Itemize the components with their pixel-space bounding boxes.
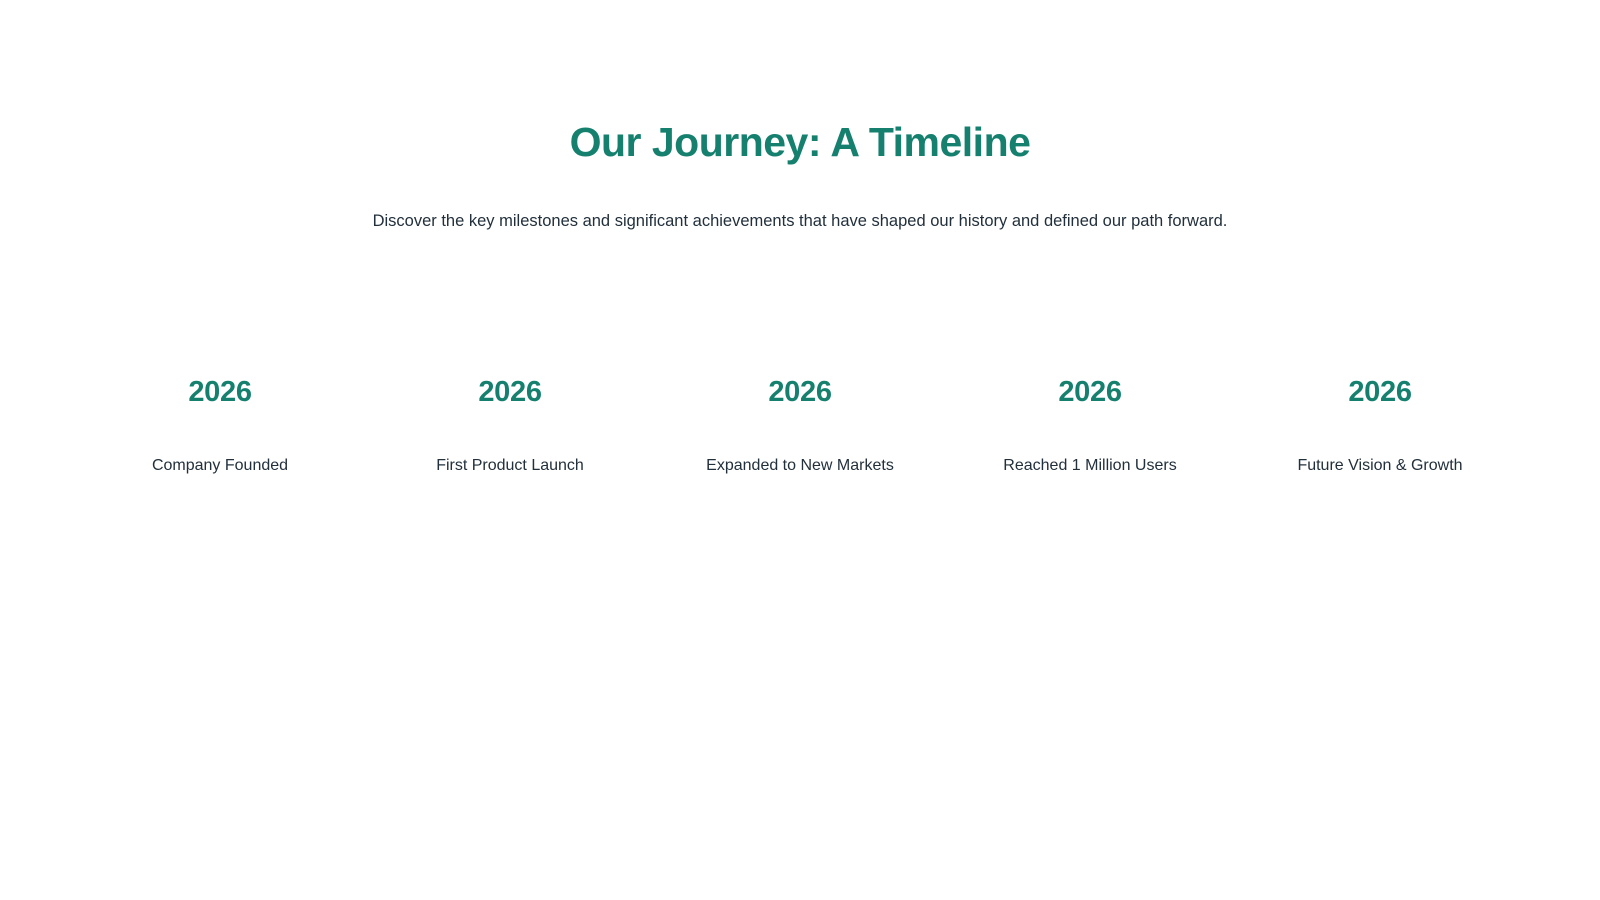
timeline-track: [0, 375, 1600, 477]
timeline-milestone: [1235, 375, 1525, 477]
milestone-year: 2026: [478, 376, 542, 408]
milestone-event: Expanded to New Markets: [706, 456, 894, 474]
timeline-milestone: [945, 375, 1235, 477]
milestone-event: First Product Launch: [436, 456, 584, 474]
timeline-milestone: [655, 375, 945, 477]
timeline-milestone: [75, 375, 365, 477]
page-title: Our Journey: A Timeline: [569, 119, 1031, 165]
milestone-event: Future Vision & Growth: [1297, 456, 1463, 474]
milestone-event: Company Founded: [151, 456, 289, 474]
milestone-year: 2026: [1058, 376, 1122, 408]
page-header: [0, 0, 1600, 234]
timeline-milestone: [365, 375, 655, 477]
milestone-year: 2026: [188, 376, 252, 408]
milestone-event: Reached 1 Million Users: [1003, 456, 1177, 474]
page-subtitle: Discover the key milestones and significant achievements that have shaped our history and defined our path forward.: [372, 212, 1228, 231]
milestone-year: 2026: [1348, 376, 1412, 408]
milestone-year: 2026: [768, 376, 832, 408]
